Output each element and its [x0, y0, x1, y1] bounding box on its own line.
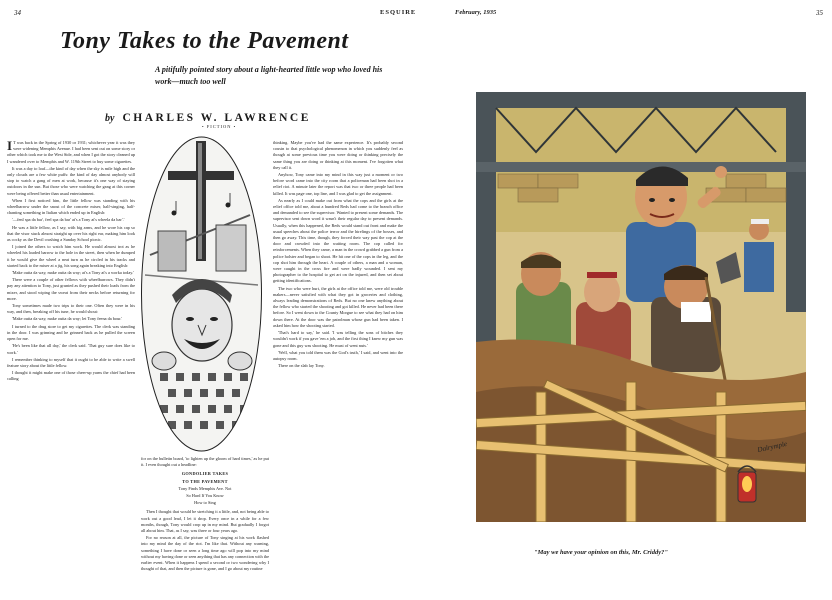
article-title: Tony Takes to the Pavement [60, 28, 349, 54]
paragraph: for on the bulletin board, 'to lighten up the gloom of hard times,' as he put it. I even thought out a headline: [141, 456, 269, 468]
oval-illustration [140, 135, 263, 453]
running-head-magazine: ESQUIRE [380, 9, 417, 16]
page-number-left: 34 [14, 9, 21, 17]
section-label: • FICTION • [202, 124, 237, 129]
mock-headline: GONDOLIER TAKES [181, 471, 229, 477]
cartoon-caption: "May we have your opinion on this, Mr. Criddy?" [534, 549, 668, 556]
page-number-right: 35 [816, 9, 823, 17]
drop-cap: I [7, 140, 13, 153]
author-name: CHARLES W. LAWRENCE [122, 112, 311, 124]
paragraph: 'Make outta da way, make outta da way; let Tony feena da bour.' [12, 316, 123, 322]
paragraph: There on the slab lay Tony. [278, 363, 325, 369]
article-deck: A pitifully pointed story about a light-hearted little wop who loved his work—much too well [155, 65, 383, 86]
mock-subhead: How to Sing [194, 500, 216, 506]
paragraph: I T was back in the Spring of 1930 or 1931; whichever year it was they were widening Memphis Avenue. I had been sent out on some story or other which took me to the West Side, and when I got the story cleaned up I wandered over to Memphis and W. 119th Street to buy some cigarettes. [7, 140, 135, 164]
paragraph: When I first noticed him, the little fellow was standing with his wheelbarrow under the snout of the concrete mixer, half-singing, half-chanting something in Italian which ended up in English: [7, 197, 135, 216]
paragraph: I turned to the drug store to get my cigarettes. The clerk was standing in the door. I was grinning and he grinned back as he pulled the screen open for me. [7, 323, 135, 342]
paragraph: I joined the others to watch him work. He would almost trot as he wheeled his loaded barrow to the hole in the street, then when he dumped it he would give the wheel a neat turn as he circled in his tracks and started back to the mixer at a jig, his song again breaking into English: [7, 244, 135, 268]
byline-prefix: by [105, 113, 115, 124]
article-column-2 [141, 456, 269, 591]
paragraph: I remember thinking to myself that it ought to be able to write a swell feature story about the little fellow. [7, 356, 135, 368]
paragraph: 'Well, what you told them was the God's truth,' I said, and went into the autopsy room. [273, 349, 403, 361]
article-column-3 [273, 140, 403, 591]
paragraph: I thought it might make one of those cheer-up yarns the chief had been calling [7, 370, 135, 382]
paragraph: There were a couple of other fellows with wheelbarrows. They didn't pay any attention to Tony, just grunted as they pushed their loads from the mixer, and stood wiping the sweat from their necks before returning for more. [7, 277, 135, 301]
byline [105, 112, 311, 124]
article-column-1 [7, 140, 135, 585]
paragraph: 'Make outta da way, make outta da way; at's a Tony at's a worka today.' [12, 270, 134, 276]
paragraph: thinking. Maybe you've had the same experience. It's probably second cousin to that psychological phenomenon in which you suddenly feel as though at some previous time you were doing or thinking precisely the same thing you are doing or thinking at this moment. I've forgotten what they call it. [273, 140, 403, 170]
artist-signature: Dalrymple [756, 439, 788, 454]
issue-date: February, 1935 [455, 9, 497, 16]
cartoon-painting [476, 92, 806, 522]
paragraph: Tony sometimes made two trips to their one. Often they were in his way, and then, breaking off his tune, he would shout: [7, 303, 135, 315]
paragraph: As nearly as I could make out from what the cops and the girls at the relief office told me, about a hundred Reds had come to the branch office and demanded to see the supervisor. Wanted to present some demands. The supervisor sent down word it wasn't their regular day to present demands. Usually, when this happened, the Reds would stand out front and make the usual speeches about the police terror and the hirelings of the bosses, and then go away. This time, though, they forced their way past the cop at the door and crowded into the waiting room. The cop called for reinforcements. When they came, a man in the crowd grabbed a gun from a police holster and began to shoot. He hit one of the cops in the leg, and the cop shot him through the heart. A couple of others, a man and a woman, were caught in the cross fire and were badly wounded. I sent my photographer to the hospital to get art on the injured, and then set about getting identifications. [273, 197, 403, 284]
paragraph: 'That's hard to say,' he said. 'I was telling the sons of bitches they wouldn't work if you gave 'em a job, and the first thing I knew my gun was gone and this guy was shooting. He must of went nuts.' [273, 330, 403, 348]
mock-headline: TO THE PAVEMENT [182, 478, 228, 484]
paragraph: '—fenl spa da bar', feel spa da bar' at's a Tony at's wheela da bar'.' [12, 217, 125, 223]
paragraph: Anyhow, Tony came into my mind in this way just a moment or two before word came into the city room that a policeman had been shot in a relief riot. A minute later the report was that two or three people had been killed. It was page one, top line, and I was glad to get the assignment. [273, 172, 403, 196]
mock-subhead: Tony Finds Memphis Ave. Not [178, 485, 232, 491]
paragraph: He was a little fellow, as I say, with big arms, and he wore his cap so that the visor stuck almost straight up over his right ear, making him look as cocky as the Devil crashing a Sunday School picnic. [7, 224, 135, 243]
paragraph: Then I thought that would be stretching it a little, and, not being able to work out a good lead, I let it drop. Every once in a while for a few months, though, Tony would crop up in my mind. But gradually I forgot all about him. That, as I say, was three or four years ago. [141, 509, 269, 534]
paragraph: It was a day to loaf—the kind of day when the sky is mile high and the only clouds are a few white puffs: the kind of day almost anybody will stop to watch a gang of men at work, because it's one way of staying outdoors in the sun. But those who were watching the gang at this corner were being offered better than usual entertainment. [7, 165, 135, 196]
paragraph: For no reason at all, the picture of Tony singing at his work flashed into my mind the day of the riot. I'm like that. Without any warning, something I have done or seen a long time ago will pop into my mind without my having done or seen anything that has any connection with the earlier event. When it happens I spend a second or two wondering why I thought of that, and then the picture is gone, and I go about my routine [141, 535, 269, 572]
paragraph: The two who were hurt, the girls at the office told me, were old trouble makers—never satisfied with what they got in groceries and clothing, always leading demonstrations of Reds. But no one knew anything about the fellow who started the shooting and got killed. He never had been there before. So I went down to the County Morgue to see what they had on him down there. At the door was the patrolman whose gun had been taken. I asked him how the shooting started. [273, 285, 403, 328]
paragraph: 'He's been like that all day,' the clerk said. 'That guy sure does like to work.' [7, 343, 135, 355]
mock-subhead: So Hard If You Know [186, 493, 224, 499]
